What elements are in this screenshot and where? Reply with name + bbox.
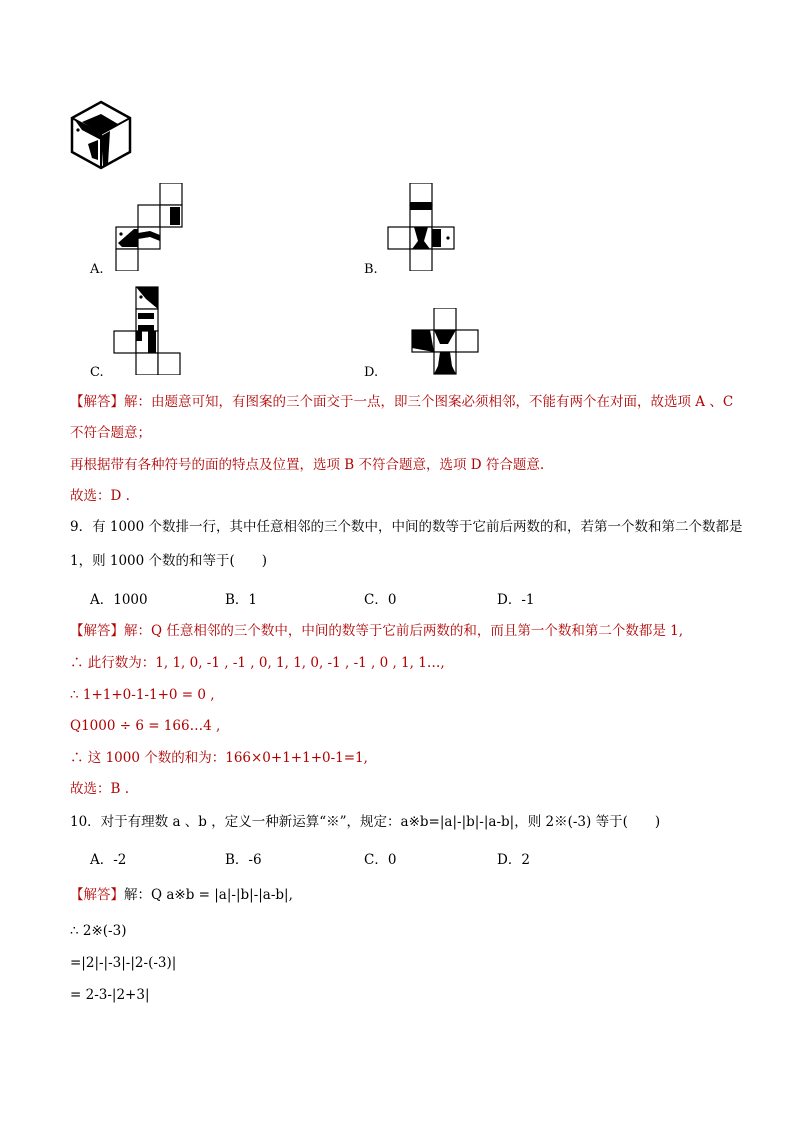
q10-option-a: A．-2 xyxy=(90,852,127,868)
answer-tag: 【解答】 xyxy=(70,887,124,903)
net-option-a xyxy=(112,183,184,271)
option-d-label: D. xyxy=(364,365,379,380)
q9-stem-line1: 9．有 1000 个数排一行，其中任意相邻的三个数中，中间的数等于它前后两数的和，若第一个数和第二个数都是 xyxy=(70,519,743,535)
q8-choice: 故选：D . xyxy=(70,488,130,504)
net-option-b xyxy=(386,183,458,271)
q10-stem: 10．对于有理数 a 、b ，定义一种新运算“※”，规定：a※b=|a|-|b|-|a-b|，则 2※(-3) 等于( ) xyxy=(70,814,661,830)
q9-stem-line2: 1，则 1000 个数的和等于( ) xyxy=(70,553,268,569)
q9-answer-line2: ∴ 此行数为：1, 1, 0, -1 , -1 , 0, 1, 1, 0, -1 , -1 , 0 , 1, 1…, xyxy=(70,655,445,671)
q10-answer-line2: ∴ 2※(-3) xyxy=(70,923,127,939)
option-a-label: A. xyxy=(90,262,104,277)
q10-answer-text1: 解：Q a※b = |a|-|b|-|a-b|, xyxy=(124,887,293,903)
q9-answer-line5: ∴ 这 1000 个数的和为：166×0+1+1+0-1=1, xyxy=(70,750,368,766)
q9-answer-line3: ∴ 1+1+0-1-1+0 = 0 , xyxy=(70,687,215,703)
q9-answer-line4: Q1000 ÷ 6 = 166…4 , xyxy=(70,718,221,734)
q10-answer-line4: = 2-3-|2+3| xyxy=(70,987,150,1003)
q9-option-b: B．1 xyxy=(225,592,258,608)
answer-tag: 【解答】 xyxy=(70,623,124,639)
q10-answer-line3: =|2|-|-3|-|2-(-3)| xyxy=(70,955,177,971)
q8-answer-line3: 再根据带有各种符号的面的特点及位置，选项 B 不符合题意，选项 D 符合题意. xyxy=(70,457,545,473)
q9-answer-text1: 解：Q 任意相邻的三个数中，中间的数等于它前后两数的和，而且第一个数和第二个数都是 1, xyxy=(124,623,684,639)
q9-option-a: A．1000 xyxy=(90,592,148,608)
q9-answer-line1 xyxy=(70,622,683,640)
net-option-d xyxy=(410,308,482,376)
q10-answer-line1 xyxy=(70,886,293,904)
net-option-c xyxy=(112,285,184,375)
q10-option-d: D．2 xyxy=(497,852,530,868)
option-c-label: C. xyxy=(90,365,104,380)
q8-answer-text1: 解：由题意可知，有图案的三个面交于一点，即三个图案必须相邻，不能有两个在对面，故选项 A 、C xyxy=(124,394,734,410)
q9-choice: 故选：B . xyxy=(70,781,130,797)
cube-figure xyxy=(70,100,132,170)
q10-option-b: B．-6 xyxy=(225,852,262,868)
q8-answer-line1 xyxy=(70,393,733,411)
q9-option-d: D．-1 xyxy=(497,592,535,608)
q9-option-c: C．0 xyxy=(364,592,397,608)
q10-option-c: C．0 xyxy=(364,852,397,868)
option-b-label: B. xyxy=(364,262,378,277)
q8-answer-line2: 不符合题意； xyxy=(70,425,151,441)
answer-tag: 【解答】 xyxy=(70,394,124,410)
